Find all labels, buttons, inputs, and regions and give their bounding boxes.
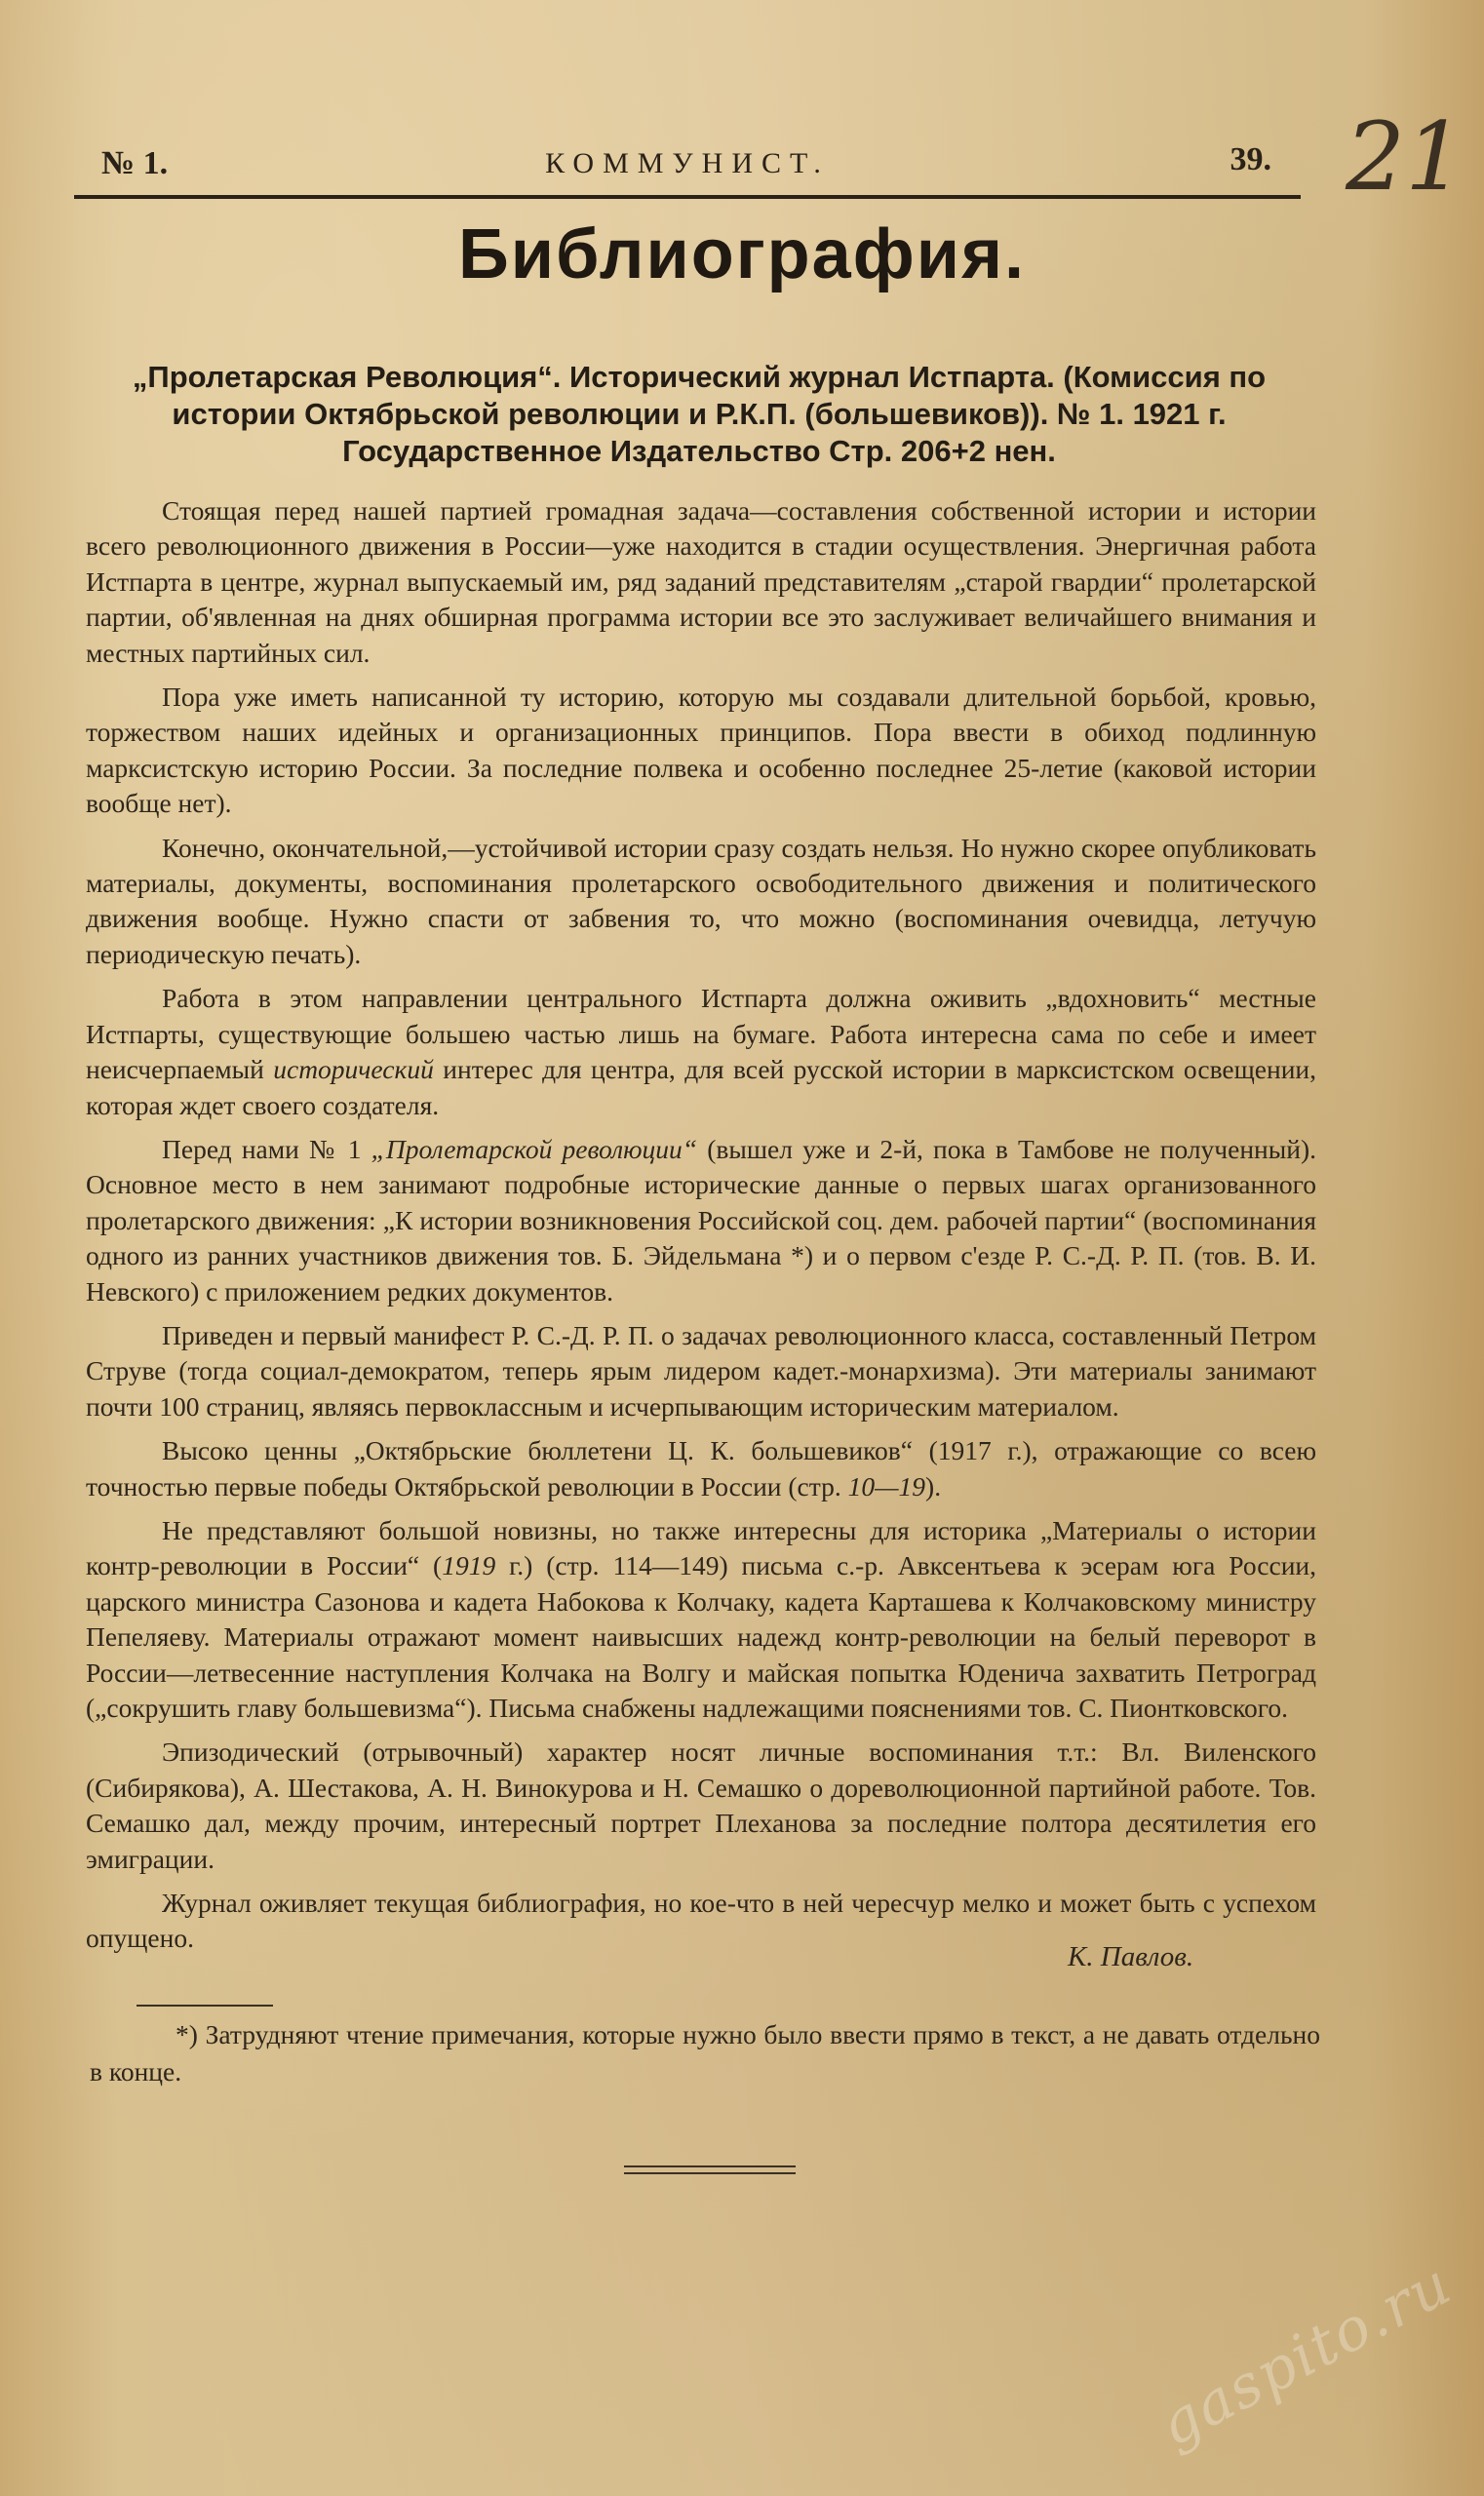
- paragraph-5-text-a: Перед нами № 1: [162, 1133, 362, 1164]
- paragraph-4: [86, 981, 1316, 1123]
- section-title: Библиография.: [458, 215, 1026, 293]
- paragraph-4-text-a: Работа в этом направлении центрального Истпарта должна оживить „вдохновить“ местные Истпарты, существующие большею частью лишь на бумаге. Работа интересна сама по себе и имеет неисчерпаемый: [86, 983, 1316, 1085]
- header-rule: [74, 195, 1301, 199]
- paragraph-1: Стоящая перед нашей партией громадная задача—составления собственной истории и истории всего революционного движения в России—уже находится в стадии осуществления. Энергичная работа Истпарта в центре, журнал выпускаемый им, ряд заданий представителям „старой гвардии“ пролетарской партии, об'явленная на днях обширная программа истории все это заслуживает величайшего внимания и местных партийных сил.: [86, 495, 1316, 668]
- footnote-rule: [137, 2005, 273, 2007]
- author-signature: К. Павлов.: [1068, 1941, 1194, 1972]
- page-header: [74, 141, 1301, 200]
- journal-name: КОММУНИСТ.: [545, 147, 830, 179]
- page-number: 39.: [1230, 141, 1271, 177]
- footnote-text: *) Затрудняют чтение примечания, которые нужно было ввести прямо в текст, а не давать отдельно в конце.: [90, 2019, 1320, 2086]
- paragraph-8-emphasis: 1919: [442, 1550, 496, 1581]
- watermark: gaspito.ru: [1148, 2249, 1464, 2460]
- paragraph-5: [86, 1132, 1316, 1309]
- end-rule-bottom: [624, 2172, 796, 2174]
- paragraph-7-text-a: Высоко ценны „Октябрьские бюллетени Ц. К. большевиков“ (1917 г.), отражающие со всею точностью первые победы Октябрьской революции в России (стр.: [86, 1435, 1316, 1502]
- paragraph-8: [86, 1513, 1316, 1726]
- paragraph-4-emphasis: исторический: [273, 1054, 434, 1085]
- paragraph-7: [86, 1433, 1316, 1504]
- reviewed-book-header: „Пролетарская Революция“. Исторический журнал Истпарта. (Комиссия по истории Октябрьской революции и Р.К.П. (большевиков)). № 1. 1921 г. Государственное Издательство Стр. 206+2 нен.: [132, 360, 1267, 468]
- handwritten-number: 21: [1346, 102, 1465, 212]
- paragraph-7-emphasis: 10—19: [847, 1470, 926, 1502]
- paragraph-4-text-b: интерес для центра, для всей русской истории в марксистском освещении, которая ждет своего создателя.: [86, 1054, 1317, 1120]
- review-body: [86, 493, 1316, 1966]
- paragraph-9: Эпизодический (отрывочный) характер носят личные воспоминания т.т.: Вл. Виленского (Сибирякова), А. Шестакова, А. Н. Винокурова и Н. Семашко о дореволюционной партийной работе. Тов. Семашко дал, между прочим, интересный портрет Плеханова за последние полтора десятилетия его эмиграции.: [86, 1736, 1316, 1874]
- paragraph-2: Пора уже иметь написанной ту историю, которую мы создавали длительной борьбой, кровью, торжеством наших идейных и организационных принципов. Пора ввести в обиход подлинную марксистскую историю России. За последние полвека и особенно последнее 25-летие (каковой истории вообще нет).: [86, 682, 1316, 819]
- paragraph-8-text-b: г.) (стр. 114—149) письма с.-р. Авксентьева к эсерам юга России, царского министра Сазонова и кадета Набокова к Колчаку, кадета Карташева к Колчаковскому министру Пепеляеву. Материалы отражают момент наивысших надежд контр-революции на белый переворот в России—летвесенние наступления Колчака на Волгу и майская попытка Юденича захватить Петроград („сокрушить главу большевизма“). Письма снабжены надлежащими пояснениями тов. С. Пионтковского.: [86, 1550, 1317, 1723]
- paragraph-3: Конечно, окончательной,—устойчивой истории сразу создать нельзя. Но нужно скорее опубликовать материалы, документы, воспоминания пролетарского освободительного движения и политического движения вообще. Нужно спасти от забвения то, что можно (воспоминания очевидца, летучую периодическую печать).: [86, 832, 1316, 969]
- paragraph-6: Приведен и первый манифест Р. С.-Д. Р. П. о задачах революционного класса, составленный Петром Струве (тогда социал-демократом, теперь ярым лидером кадет.-монархизма). Эти материалы занимают почти 100 страниц, являясь первоклассным и исчерпывающим историческим материалом.: [86, 1319, 1316, 1422]
- end-rule-top: [624, 2165, 796, 2167]
- paragraph-8-text-a: Не представляют большой новизны, но также интересны для историка „Материалы о истории контр-революции в России“ (: [86, 1514, 1316, 1581]
- issue-number: № 1.: [101, 145, 169, 181]
- footnote: [90, 2016, 1320, 2090]
- paragraph-5-emphasis: „Пролетарской революции“: [371, 1133, 698, 1164]
- paragraph-5-text-b: (вышел уже и 2-й, пока в Тамбове не полученный). Основное место в нем занимают подробные исторические данные о первых шагах организованного пролетарского движения: „К истории возникновения Российской соц. дем. рабочей партии“ (воспоминания одного из ранних участников движения тов. Б. Эйдельмана *) и о первом с'езде Р. С.-Д. Р. П. (тов. В. И. Невского) с приложением редких документов.: [86, 1133, 1317, 1306]
- paragraph-7-text-b: ).: [925, 1470, 942, 1502]
- paragraph-10: Журнал оживляет текущая библиография, но кое-что в ней чересчур мелко и может быть с успехом опущено.: [86, 1888, 1316, 1954]
